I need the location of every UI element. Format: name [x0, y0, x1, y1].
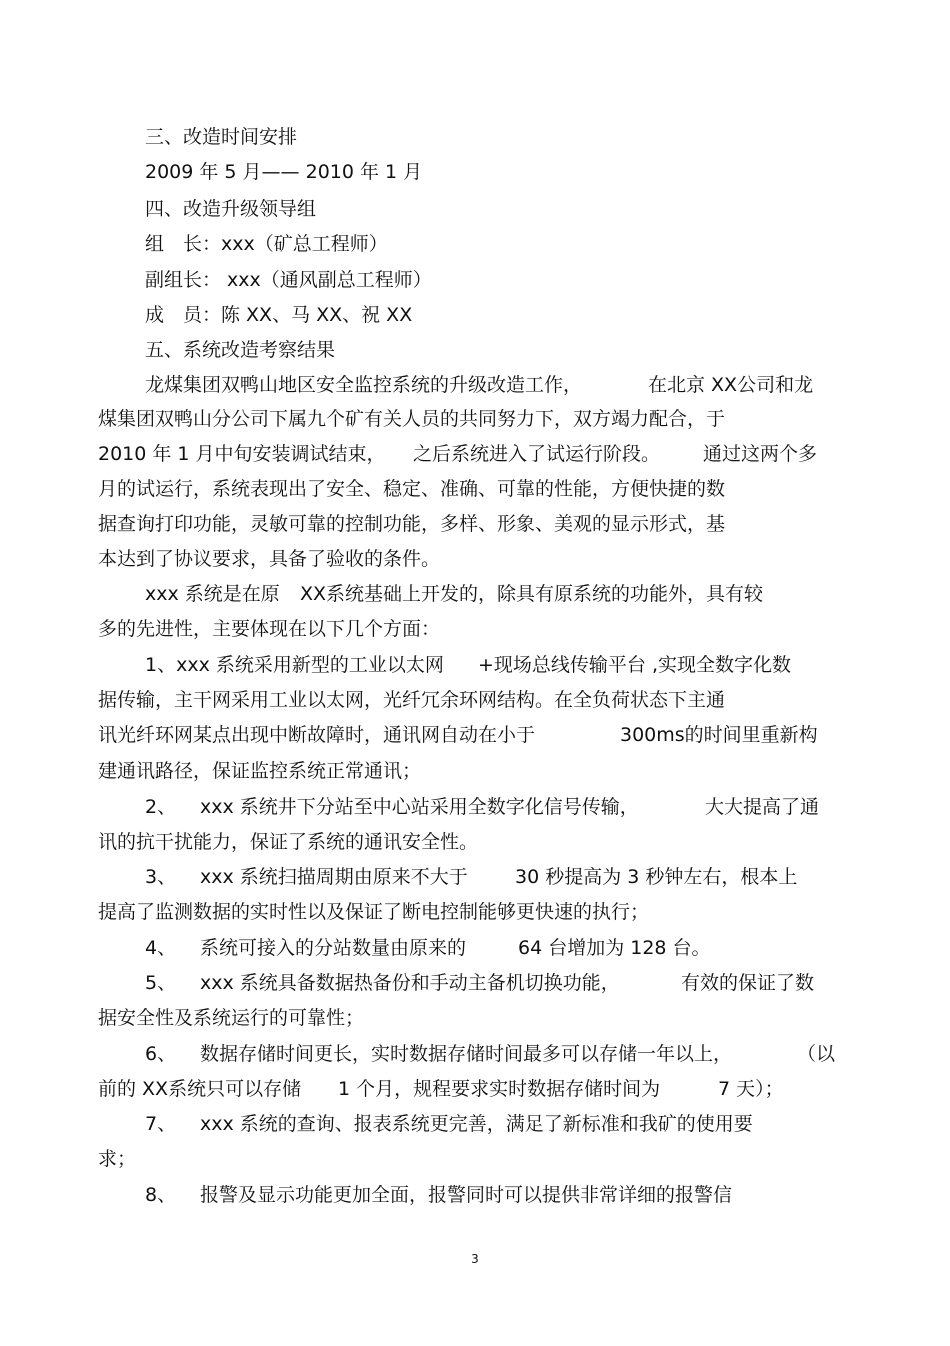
paragraph-line — [0, 579, 950, 609]
deputy-leader-line — [0, 265, 950, 295]
text-segment: 之后系统进入了试运行阶段。 — [413, 443, 661, 465]
text-segment: 五、系统改造考察结果 — [145, 339, 336, 361]
text-segment: 5、 — [145, 972, 177, 994]
text-segment: xxx 系统扫描周期由原来不大于 — [200, 866, 468, 888]
text-segment: 煤集团双鸭山分公司下属九个矿有关人员的共同努力下，双方竭力配合，于 — [98, 408, 726, 430]
list-item-line — [0, 756, 950, 786]
paragraph-line — [0, 474, 950, 504]
text-segment: 7 天）； — [718, 1078, 784, 1100]
list-item-line — [0, 827, 950, 857]
text-segment: 据安全性及系统运行的可靠性； — [98, 1007, 365, 1029]
text-segment: xxx 系统的查询、报表系统更完善，满足了新标准和我矿的使用要 — [200, 1113, 753, 1135]
paragraph-line — [0, 509, 950, 539]
paragraph-line — [0, 614, 950, 644]
list-item-line — [0, 897, 950, 927]
text-segment: 4、 — [145, 937, 177, 959]
text-segment: 本达到了协议要求，具备了验收的条件。 — [98, 548, 441, 570]
text-segment: 1 个月，规程要求实时数据存储时间为 — [338, 1078, 661, 1100]
result-heading — [0, 335, 950, 365]
text-segment: 大大提高了通 — [705, 796, 820, 818]
text-segment: 多的先进性，主要体现在以下几个方面： — [98, 618, 441, 640]
text-segment: 64 台增加为 128 台。 — [518, 937, 711, 959]
text-segment: 组 长：xxx（矿总工程师） — [145, 233, 388, 255]
text-segment: 讯的抗干扰能力，保证了系统的通讯安全性。 — [98, 831, 479, 853]
text-segment: xxx 系统井下分站至中心站采用全数字化信号传输， — [200, 796, 639, 818]
list-item-line — [0, 1180, 950, 1210]
text-segment: 月的试运行，系统表现出了安全、稳定、准确、可靠的性能，方便快捷的数 — [98, 478, 726, 500]
text-segment: 求； — [98, 1148, 137, 1170]
list-item-line — [0, 1144, 950, 1174]
text-segment: 龙煤集团双鸭山地区安全监控系统的升级改造工作， — [145, 374, 583, 396]
list-item-line — [0, 933, 950, 963]
paragraph-line — [0, 544, 950, 574]
schedule-period — [0, 157, 950, 187]
text-segment: 提高了监测数据的实时性以及保证了断电控制能够更快速的执行； — [98, 901, 650, 923]
list-item-line — [0, 720, 950, 750]
members-line — [0, 300, 950, 330]
text-segment: +现场总线传输平台 ,实现全数字化数 — [478, 654, 791, 676]
text-segment: 7、 — [145, 1113, 177, 1135]
text-segment: 系统可接入的分站数量由原来的 — [200, 937, 467, 959]
page-number: 3 — [471, 1252, 479, 1266]
leadership-heading — [0, 194, 950, 224]
list-item-line — [0, 1003, 950, 1033]
list-item-line — [0, 685, 950, 715]
text-segment: 2、 — [145, 796, 177, 818]
text-segment: 6、 — [145, 1043, 177, 1065]
text-segment: 300ms的时间里重新构 — [620, 724, 818, 746]
text-segment: 数据存储时间更长，实时数据存储时间最多可以存储一年以上， — [200, 1043, 733, 1065]
text-segment: 四、改造升级领导组 — [145, 198, 317, 220]
paragraph-line — [0, 439, 950, 469]
paragraph-line — [0, 404, 950, 434]
text-segment: 2010 年 1 月中旬安装调试结束， — [98, 443, 386, 465]
text-segment: 有效的保证了数 — [681, 972, 815, 994]
text-segment: 报警及显示功能更加全面，报警同时可以提供非常详细的报警信 — [200, 1184, 733, 1206]
text-segment: 1、xxx 系统采用新型的工业以太网 — [145, 654, 444, 676]
list-item-line — [0, 1074, 950, 1104]
text-segment: 副组长： xxx（通风副总工程师） — [145, 269, 432, 291]
text-segment: 三、改造时间安排 — [145, 126, 298, 148]
text-segment: xxx 系统具备数据热备份和手动主备机切换功能， — [200, 972, 620, 994]
text-segment: 通过这两个多 — [703, 443, 818, 465]
text-segment: 30 秒提高为 3 秒钟左右，根本上 — [515, 866, 798, 888]
list-item-line — [0, 862, 950, 892]
text-segment: 建通讯路径，保证监控系统正常通讯； — [98, 760, 422, 782]
paragraph-line — [0, 370, 950, 400]
text-segment: （以 — [797, 1043, 836, 1065]
text-segment: 2009 年 5 月—— 2010 年 1 月 — [145, 161, 423, 183]
text-segment: xxx 系统是在原 — [145, 583, 280, 605]
text-segment: 据查询打印功能，灵敏可靠的控制功能，多样、形象、美观的显示形式，基 — [98, 513, 726, 535]
list-item-line — [0, 792, 950, 822]
text-segment: 在北京 XX公司和龙 — [648, 374, 814, 396]
list-item-line — [0, 1109, 950, 1139]
text-segment: 讯光纤环网某点出现中断故障时，通讯网自动在小于 — [98, 724, 536, 746]
text-segment: 8、 — [145, 1184, 177, 1206]
text-segment: 前的 XX系统只可以存储 — [98, 1078, 302, 1100]
text-segment: 3、 — [145, 866, 177, 888]
list-item-line — [0, 650, 950, 680]
list-item-line — [0, 1039, 950, 1069]
text-segment: 成 员：陈 XX、马 XX、祝 XX — [145, 304, 413, 326]
text-segment: XX系统基础上开发的，除具有原系统的功能外，具有较 — [300, 583, 764, 605]
text-segment: 据传输，主干网采用工业以太网，光纤冗余环网结构。在全负荷状态下主通 — [98, 689, 726, 711]
list-item-line — [0, 968, 950, 998]
schedule-heading — [0, 122, 950, 152]
leader-line — [0, 229, 950, 259]
